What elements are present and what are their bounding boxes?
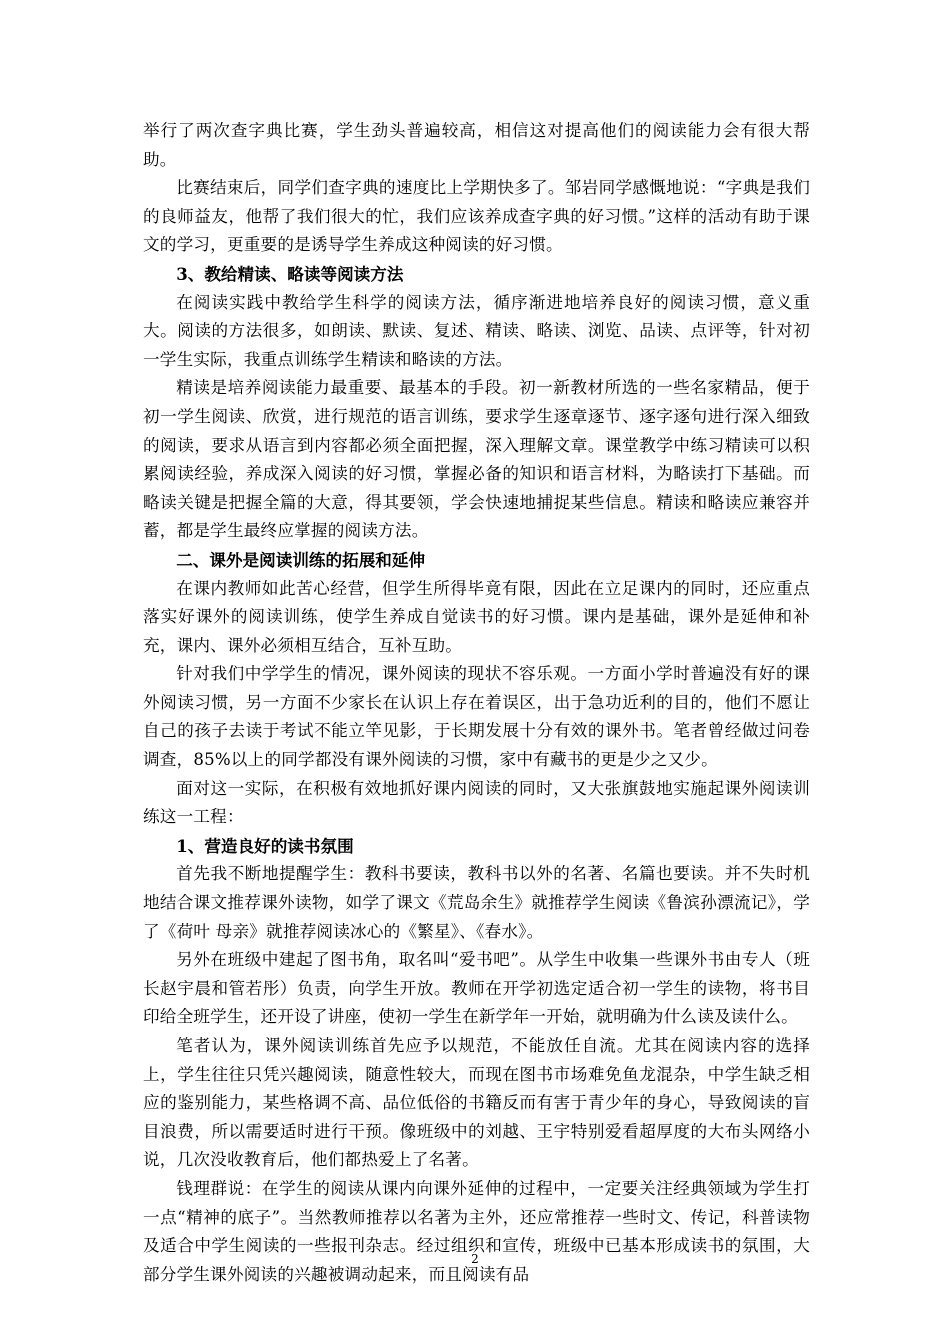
body-paragraph: 钱理群说：在学生的阅读从课内向课外延伸的过程中，一定要关注经典领域为学生打一点“精神的底子”。当然教师推荐以名著为主外，还应常推荐一些时文、传记，科普读物及适合中学生阅读的一些报刊杂志。经过组织和宣传，班级中已基本形成读书的氛围，大部分学生课外阅读的兴趣被调动起来，而且阅读有品 <box>143 1178 810 1284</box>
body-paragraph: 精读是培养阅读能力最重要、最基本的手段。初一新教材所选的一些名家精品，便于初一学生阅读、欣赏，进行规范的语言训练，要求学生逐章逐节、逐字逐句进行深入细致的阅读，要求从语言到内容都必须全面把握，深入理解文章。课堂教学中练习精读可以积累阅读经验，养成深入阅读的好习惯，掌握必备的知识和语言材料，为略读打下基础。而略读关键是把握全篇的大意，得其要领，学会快速地捕捉某些信息。精读和略读应兼容并蓄，都是学生最终应掌握的阅读方法。 <box>143 378 810 541</box>
document-body <box>143 117 810 1289</box>
section-heading: 1、营造良好的读书氛围 <box>176 835 354 856</box>
section-heading: 二、课外是阅读训练的拓展和延伸 <box>176 549 426 570</box>
body-paragraph: 比赛结束后，同学们查字典的速度比上学期快多了。邹岩同学感慨地说：“字典是我们的良师益友，他帮了我们很大的忙，我们应该养成查字典的好习惯。”这样的活动有助于课文的学习，更重要的是诱导学生养成这种阅读的好习惯。 <box>143 178 810 255</box>
body-paragraph: 在阅读实践中教给学生科学的阅读方法，循序渐进地培养良好的阅读习惯，意义重大。阅读的方法很多，如朗读、默读、复述、精读、略读、浏览、品读、点评等，针对初一学生实际，我重点训练学生精读和略读的方法。 <box>143 292 810 369</box>
section-heading: 3、教给精读、略读等阅读方法 <box>176 263 404 284</box>
body-paragraph: 举行了两次查字典比赛，学生劲头普遍较高，相信这对提高他们的阅读能力会有很大帮助。 <box>143 121 810 169</box>
body-paragraph: 另外在班级中建起了图书角，取名叫“爱书吧”。从学生中收集一些课外书由专人（班长赵宇晨和管若彤）负责，向学生开放。教师在开学初选定适合初一学生的读物，将书目印给全班学生，还开设了讲座，使初一学生在新学年一开始，就明确为什么读及读什么。 <box>143 950 810 1027</box>
body-paragraph: 首先我不断地提醒学生：教科书要读，教科书以外的名著、名篇也要读。并不失时机地结合课文推荐课外读物，如学了课文《荒岛余生》就推荐学生阅读《鲁滨孙漂流记》，学了《荷叶 母亲》就推荐阅读冰心的《繁星》、《春水》。 <box>143 864 810 941</box>
body-paragraph: 笔者认为，课外阅读训练首先应予以规范，不能放任自流。尤其在阅读内容的选择上，学生往往只凭兴趣阅读，随意性较大，而现在图书市场难免鱼龙混杂，中学生缺乏相应的鉴别能力，某些格调不高、品位低俗的书籍反而有害于青少年的身心，导致阅读的盲目浪费，所以需要适时进行干预。像班级中的刘越、王宇特别爱看超厚度的大布头网络小说，几次没收教育后，他们都热爱上了名著。 <box>143 1036 810 1170</box>
body-paragraph: 面对这一实际，在积极有效地抓好课内阅读的同时，又大张旗鼓地实施起课外阅读训练这一工程： <box>143 778 810 827</box>
body-paragraph: 针对我们中学学生的情况，课外阅读的现状不容乐观。一方面小学时普遍没有好的课外阅读习惯，另一方面不少家长在认识上存在着误区，出于急功近利的目的，他们不愿让自己的孩子去读于考试不能立竿见影，于长期发展十分有效的课外书。笔者曾经做过问卷调查，85%以上的同学都没有课外阅读的习惯，家中有藏书的更是少之又少。 <box>143 664 810 770</box>
page-number: 2 <box>471 1252 479 1266</box>
body-paragraph: 在课内教师如此苦心经营，但学生所得毕竟有限，因此在立足课内的同时，还应重点落实好课外的阅读训练，使学生养成自觉读书的好习惯。课内是基础，课外是延伸和补充，课内、课外必须相互结合，互补互助。 <box>143 578 810 655</box>
